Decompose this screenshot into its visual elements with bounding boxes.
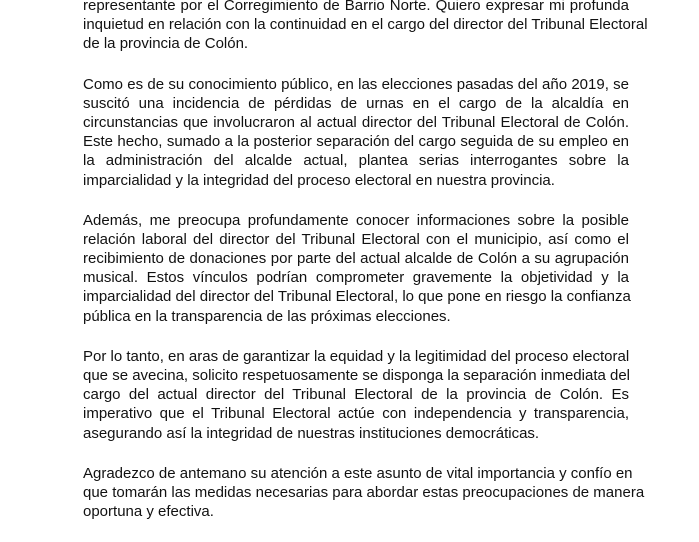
text-line: suscitó una incidencia de pérdidas de urnas en el cargo de la alcaldía en: [83, 94, 629, 112]
letter-body: [83, 0, 648, 542]
paragraph-concerns: [83, 211, 629, 326]
text-line: circunstancias que involucraron al actual director del Tribunal Electoral de Colón.: [83, 113, 629, 131]
text-line: Agradezco de antemano su atención a este asunto de vital importancia y confío en: [83, 464, 633, 482]
paragraph-request: [83, 347, 629, 443]
text-line: relación laboral del director del Tribunal Electoral con el municipio, así como el: [83, 230, 629, 248]
text-line: oportuna y efectiva.: [83, 503, 214, 521]
text-line: inquietud en relación con la continuidad en el cargo del director del Tribunal Electoral: [83, 16, 648, 34]
text-line: representante por el Corregimiento de Barrio Norte. Quiero expresar mi profunda: [83, 0, 629, 14]
text-line: musical. Estos vínculos podrían comprometer gravemente la objetividad y la: [83, 269, 629, 287]
text-line: Este hecho, sumado a la posterior separación del cargo seguida de su empleo en: [83, 133, 629, 151]
text-line: imparcialidad del director del Tribunal Electoral, lo que pone en riesgo la confianza: [83, 288, 631, 306]
paragraph-closing: [83, 464, 645, 522]
text-line: cargo del actual director del Tribunal Electoral de la provincia de Colón. Es: [83, 386, 629, 404]
text-line: la administración del alcalde actual, plantea serias interrogantes sobre la: [83, 152, 629, 170]
text-line: imperativo que el Tribunal Electoral actúe con independencia y transparencia,: [83, 405, 629, 423]
text-line: recibimiento de donaciones por parte del actual alcalde de Colón a su agrupación: [83, 250, 629, 268]
text-line: Además, me preocupa profundamente conocer informaciones sobre la posible: [83, 211, 629, 229]
text-line: imparcialidad y la integridad del proceso electoral en nuestra provincia.: [83, 171, 555, 189]
text-line: asegurando así la integridad de nuestras instituciones democráticas.: [83, 424, 540, 442]
paragraph-background: [83, 75, 629, 190]
text-line: de la provincia de Colón.: [83, 35, 249, 53]
text-line: Como es de su conocimiento público, en las elecciones pasadas del año 2019, se: [83, 75, 629, 93]
text-line: que se avecina, solicito respetuosamente se disponga la separación inmediata del: [83, 367, 631, 384]
text-line: pública en la transparencia de las próximas elecciones.: [83, 307, 451, 325]
text-line: Por lo tanto, en aras de garantizar la equidad y la legitimidad del proceso electoral: [83, 347, 630, 365]
paragraph-introduction: [83, 0, 648, 54]
text-line: que tomarán las medidas necesarias para abordar estas preocupaciones de manera: [83, 483, 645, 501]
